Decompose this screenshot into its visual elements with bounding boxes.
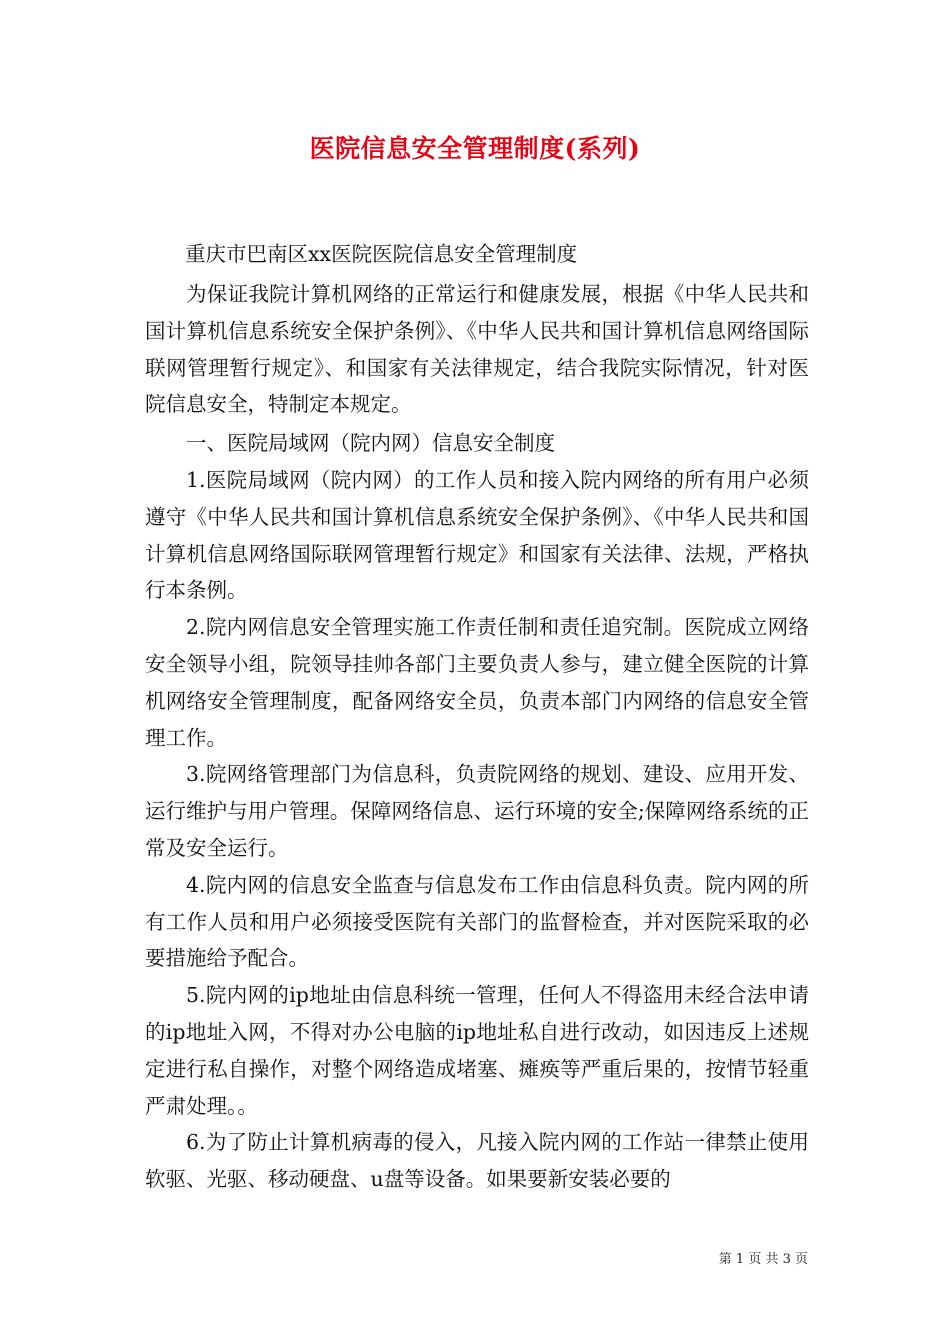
intro-paragraph: 为保证我院计算机网络的正常运行和健康发展，根据《中华人民共和国计算机信息系统安全保护条例》、《中华人民共和国计算机信息网络国际联网管理暂行规定》、和国家有关法律规定，结合我院实际情况，针对医院信息安全，特制定本规定。 (145, 281, 809, 417)
document-body (145, 236, 809, 1198)
clause-paragraph: 1.医院局域网（院内网）的工作人员和接入院内网络的所有用户必须遵守《中华人民共和国计算机信息系统安全保护条例》、《中华人民共和国计算机信息网络国际联网管理暂行规定》和国家有关法律、法规，严格执行本条例。 (145, 467, 809, 603)
clause-paragraph: 4.院内网的信息安全监查与信息发布工作由信息科负责。院内网的所有工作人员和用户必须接受医院有关部门的监督检查，并对医院采取的必要措施给予配合。 (145, 872, 809, 971)
clause-paragraph: 6.为了防止计算机病毒的侵入，凡接入院内网的工作站一律禁止使用软驱、光驱、移动硬盘、u盘等设备。如果要新安装必要的 (145, 1130, 809, 1192)
clause-paragraph: 2.院内网信息安全管理实施工作责任制和责任追究制。医院成立网络安全领导小组，院领导挂帅各部门主要负责人参与，建立健全医院的计算机网络安全管理制度，配备网络安全员，负责本部门内网络的信息安全管理工作。 (145, 615, 809, 750)
subtitle-paragraph: 重庆市巴南区xx医院医院信息安全管理制度 (184, 242, 578, 266)
clause-paragraph: 5.院内网的ip地址由信息科统一管理，任何人不得盗用未经合法申请的ip地址入网，不得对办公电脑的ip地址私自进行改动，如因违反上述规定进行私自操作，对整个网络造成堵塞、瘫痪等严重后果的，按情节轻重严肃处理。。 (145, 983, 809, 1118)
section-heading: 一、医院局域网（院内网）信息安全制度 (186, 431, 555, 456)
clause-paragraph: 3.院网络管理部门为信息科，负责院网络的规划、建设、应用开发、运行维护与用户管理。保障网络信息、运行环境的安全;保障网络系统的正常及安全运行。 (145, 762, 809, 860)
document-title: 医院信息安全管理制度(系列) (309, 134, 641, 163)
page-number: 第 1 页 共 3 页 (718, 1252, 808, 1267)
